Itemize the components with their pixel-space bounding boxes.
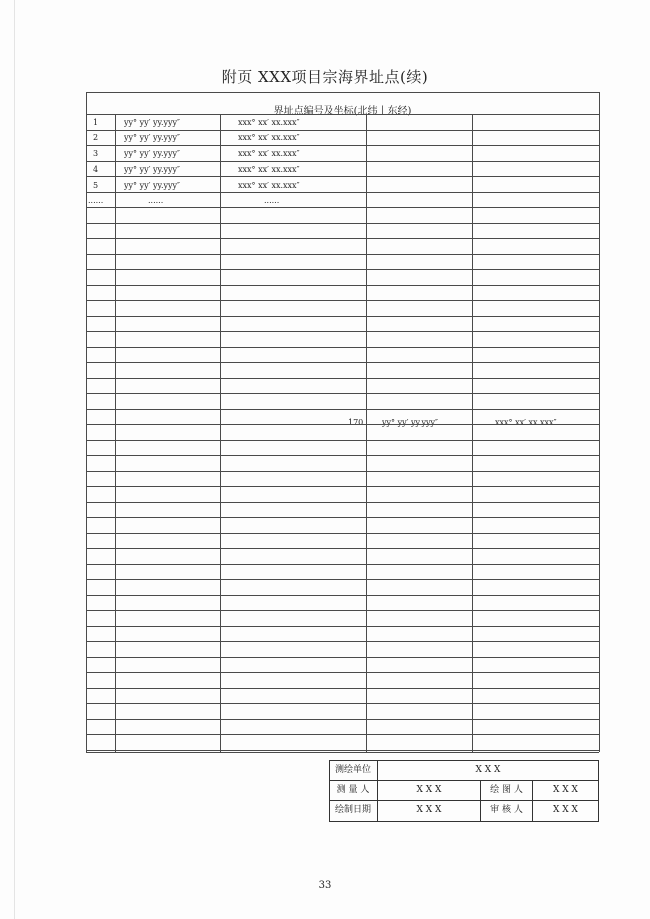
- table-rule: [86, 595, 599, 596]
- table-rule: [86, 672, 599, 673]
- table-rule: [86, 641, 599, 642]
- table-rule: [86, 92, 87, 752]
- table-rule: [86, 192, 599, 193]
- row-2-no: 2: [93, 133, 99, 142]
- table-rule: [86, 564, 599, 565]
- page-edge: [14, 0, 15, 919]
- table-rule: [86, 238, 599, 239]
- table-rule: [86, 548, 599, 549]
- row-170-no: 170: [348, 418, 364, 427]
- page-title: 附页 XXX项目宗海界址点(续): [221, 68, 429, 86]
- table-rule: [86, 92, 599, 93]
- table-rule: [86, 703, 599, 704]
- ellipsis-no: ......: [88, 196, 104, 205]
- table-rule: [86, 254, 599, 255]
- table-rule: [86, 657, 599, 658]
- table-rule: [472, 114, 473, 752]
- row-4-lon: xxx° xx′ xx.xxx″: [238, 165, 300, 174]
- ellipsis-lat: ......: [148, 196, 164, 205]
- table-rule: [86, 750, 599, 751]
- table-rule: [86, 440, 599, 441]
- table-rule: [86, 502, 599, 503]
- surveyor-label: 测 量 人: [336, 785, 370, 795]
- row-2-lat: yy° yy′ yy.yyy″: [124, 133, 181, 142]
- table-rule: [86, 579, 599, 580]
- unit-label: 测绘单位: [334, 765, 371, 775]
- table-rule: [86, 688, 599, 689]
- table-rule: [366, 114, 367, 752]
- table-rule: [86, 285, 599, 286]
- table-rule: [86, 362, 599, 363]
- table-rule: [86, 176, 599, 177]
- row-170-lat: yy° yy′ yy.yyy″: [382, 418, 439, 427]
- table-rule: [86, 752, 599, 753]
- table-header: 界址点编号及坐标(北纬丨东经): [273, 106, 412, 117]
- coordinate-table: [86, 92, 599, 752]
- ellipsis-lon: ......: [264, 196, 280, 205]
- table-rule: [86, 719, 599, 720]
- table-rule: [86, 331, 599, 332]
- table-rule: [86, 130, 599, 131]
- row-170-lon: xxx° xx′ xx.xxx″: [495, 418, 557, 427]
- table-rule: [86, 300, 599, 301]
- surveyor-value: X X X: [416, 785, 442, 795]
- row-5-no: 5: [93, 181, 99, 190]
- table-rule: [86, 223, 599, 224]
- drafter-value: X X X: [553, 785, 578, 795]
- table-rule: [86, 471, 599, 472]
- table-rule: [86, 347, 599, 348]
- page-number: 33: [318, 880, 332, 891]
- table-rule: [86, 378, 599, 379]
- table-rule: [86, 269, 599, 270]
- table-rule: [86, 316, 599, 317]
- table-rule: [86, 486, 599, 487]
- row-4-no: 4: [93, 165, 99, 174]
- table-rule: [86, 207, 599, 208]
- reviewer-value: X X X: [553, 805, 578, 815]
- table-rule: [86, 424, 599, 425]
- table-rule: [115, 114, 116, 752]
- table-rule: [86, 610, 599, 611]
- reviewer-label: 审 核 人: [490, 805, 523, 815]
- unit-value: X X X: [475, 765, 501, 775]
- row-2-lon: xxx° xx′ xx.xxx″: [238, 133, 300, 142]
- table-rule: [86, 114, 599, 115]
- row-5-lat: yy° yy′ yy.yyy″: [124, 181, 181, 190]
- row-4-lat: yy° yy′ yy.yyy″: [124, 165, 181, 174]
- table-rule: [86, 393, 599, 394]
- row-1-lon: xxx° xx′ xx.xxx″: [238, 118, 300, 127]
- table-rule: [86, 409, 599, 410]
- row-3-lon: xxx° xx′ xx.xxx″: [238, 149, 300, 158]
- table-rule: [86, 533, 599, 534]
- table-rule: [86, 626, 599, 627]
- table-rule: [86, 145, 599, 146]
- signoff-table: [329, 760, 599, 822]
- row-1-lat: yy° yy′ yy.yyy″: [124, 118, 181, 127]
- row-1-no: 1: [93, 118, 99, 127]
- table-rule: [599, 92, 600, 752]
- table-rule: [86, 161, 599, 162]
- table-rule: [86, 734, 599, 735]
- table-rule: [86, 455, 599, 456]
- date-label: 绘制日期: [334, 805, 371, 815]
- table-rule: [220, 114, 221, 752]
- drafter-label: 绘 图 人: [490, 785, 523, 795]
- row-5-lon: xxx° xx′ xx.xxx″: [238, 181, 300, 190]
- row-3-lat: yy° yy′ yy.yyy″: [124, 149, 181, 158]
- row-3-no: 3: [93, 149, 99, 158]
- table-rule: [86, 517, 599, 518]
- date-value: X X X: [416, 805, 442, 815]
